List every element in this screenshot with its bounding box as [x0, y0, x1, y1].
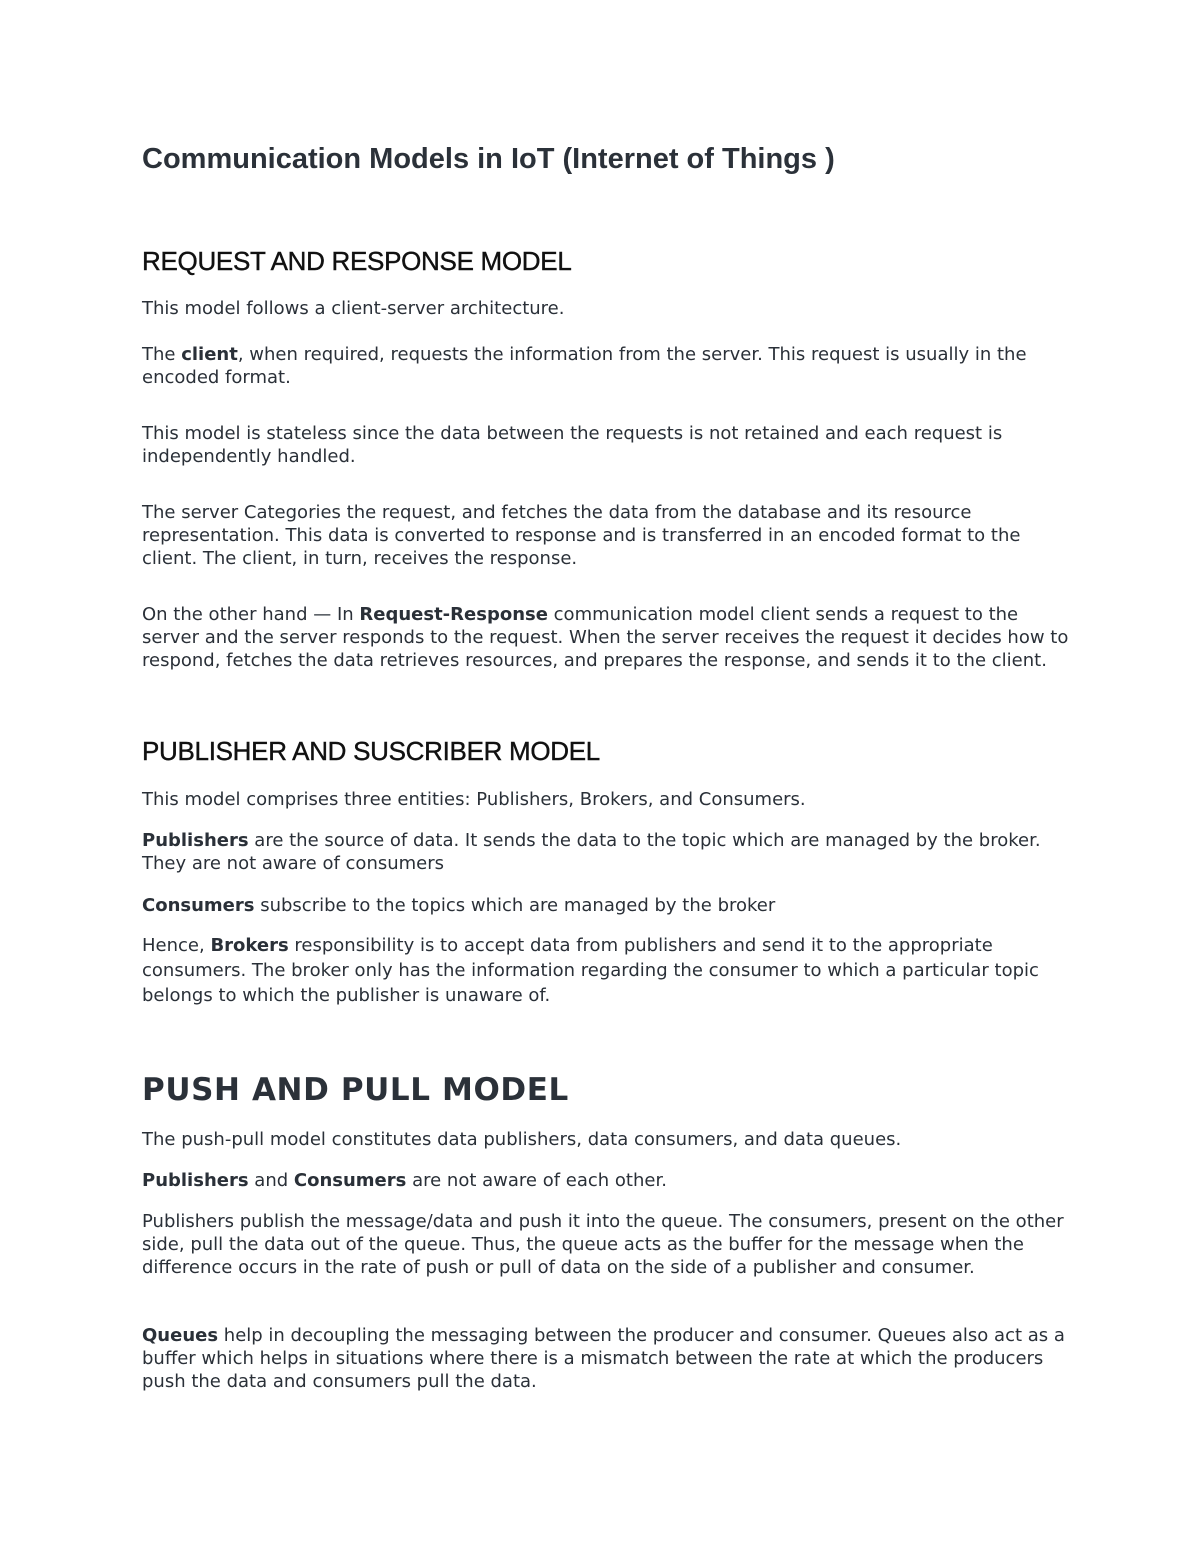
document-title: Communication Models in IoT (Internet of Things ) [142, 143, 835, 175]
paragraph: On the other hand — In Request-Response communication model client sends a request to the server and the server responds to the request. When the server receives the request it decides how to respond, fetches the data retrieves resources, and prepares the response, and sends it to the client. [142, 604, 1069, 671]
paragraph: The push-pull model constitutes data publishers, data consumers, and data queues. [142, 1129, 902, 1150]
paragraph: The client, when required, requests the information from the server. This request is usually in the encoded format. [142, 344, 1027, 388]
bold-term: Brokers [210, 935, 289, 956]
paragraph: This model comprises three entities: Publishers, Brokers, and Consumers. [142, 789, 806, 810]
bold-term: Publishers [142, 830, 249, 851]
paragraph: This model follows a client-server architecture. [142, 298, 565, 319]
paragraph: Hence, Brokers responsibility is to accept data from publishers and send it to the appropriate consumers. The broker only has the information regarding the consumer to which a particular topic belongs to which the publisher is unaware of. [142, 935, 1039, 1006]
bold-term: Consumers [293, 1170, 407, 1191]
paragraph: Queues help in decoupling the messaging between the producer and consumer. Queues also act as a buffer which helps in situations where there is a mismatch between the rate at which the producers push the data and consumers pull the data. [142, 1325, 1065, 1392]
paragraph: Publishers are the source of data. It sends the data to the topic which are managed by the broker. They are not aware of consumers [142, 830, 1041, 874]
section-heading-request-response: REQUEST AND RESPONSE MODEL [142, 246, 572, 276]
section-heading-push-pull: PUSH AND PULL MODEL [142, 1072, 569, 1108]
bold-term: Consumers [142, 895, 255, 916]
paragraph: This model is stateless since the data between the requests is not retained and each request is independently handled. [142, 423, 1003, 467]
paragraph: Consumers subscribe to the topics which are managed by the broker [142, 895, 776, 916]
bold-term: Queues [142, 1325, 219, 1346]
bold-term: Request-Response [359, 604, 548, 625]
bold-term: Publishers [142, 1170, 249, 1191]
paragraph: Publishers publish the message/data and push it into the queue. The consumers, present on the other side, pull the data out of the queue. Thus, the queue acts as the buffer for the message when the difference occurs in the rate of push or pull of data on the side of a publisher and consumer. [142, 1211, 1064, 1278]
paragraph: The server Categories the request, and fetches the data from the database and its resource representation. This data is converted to response and is transferred in an encoded format to the client. The client, in turn, receives the response. [142, 502, 1021, 569]
paragraph: Publishers and Consumers are not aware of each other. [142, 1170, 667, 1191]
section-heading-publisher-subscriber: PUBLISHER AND SUSCRIBER MODEL [142, 736, 600, 766]
bold-term: client [181, 344, 238, 365]
